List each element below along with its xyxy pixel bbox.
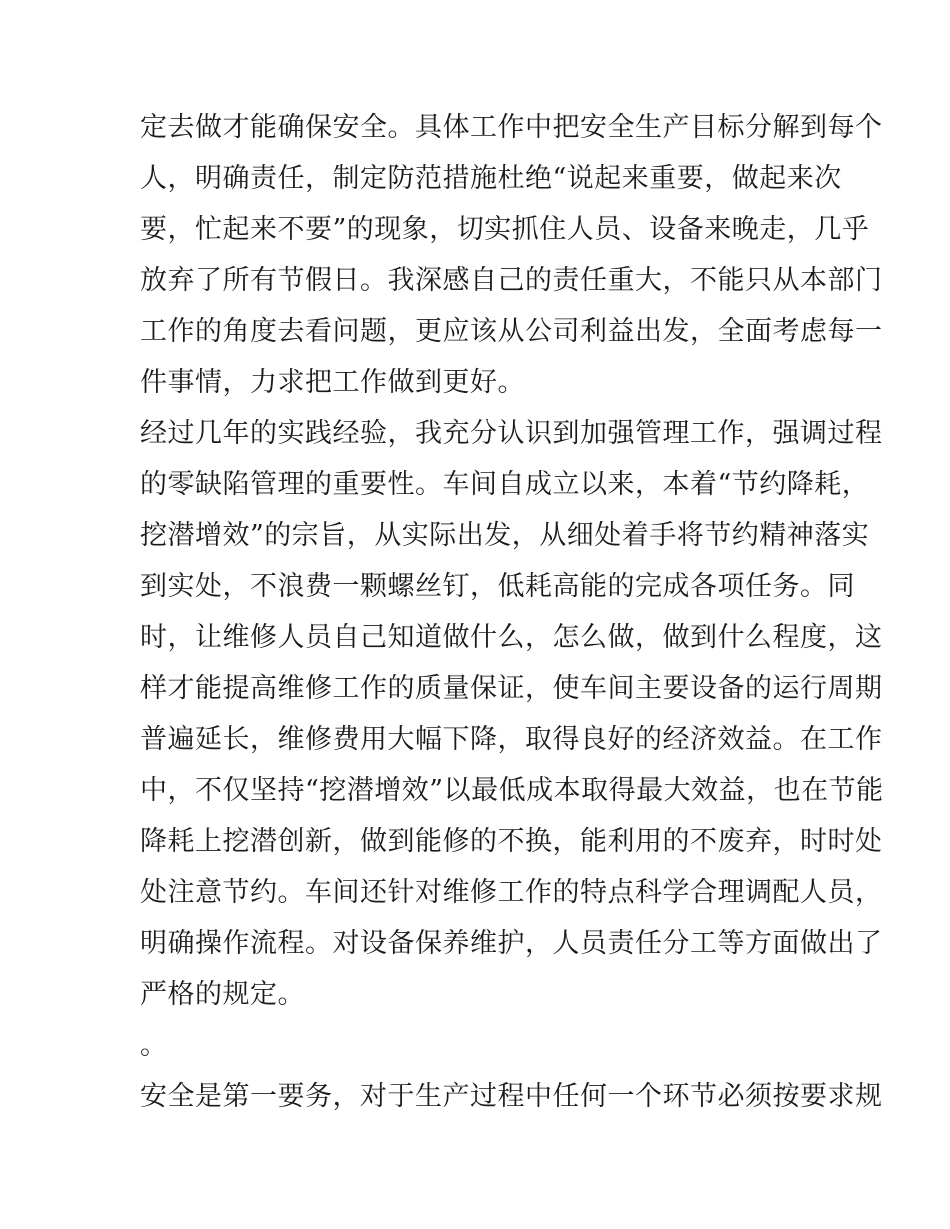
text-line: 定去做才能确保安全。具体工作中把安全生产目标分解到每个 — [140, 112, 883, 143]
text-line: 安全是第一要务，对于生产过程中任何一个环节必须按要求规 — [140, 1081, 883, 1112]
text-line: 严格的规定。 — [140, 979, 305, 1010]
text-line: 工作的角度去看问题，更应该从公司利益出发，全面考虑每一 — [140, 316, 883, 347]
text-line: 处注意节约。车间还针对维修工作的特点科学合理调配人员， — [140, 877, 883, 908]
text-line: 降耗上挖潜创新，做到能修的不换，能利用的不废弃，时时处 — [140, 826, 883, 857]
text-line: 人，明确责任，制定防范措施杜绝“说起来重要，做起来次 — [140, 163, 842, 194]
text-line: 普遍延长，维修费用大幅下降，取得良好的经济效益。在工作 — [140, 724, 883, 755]
text-line: 明确操作流程。对设备保养维护，人员责任分工等方面做出了 — [140, 928, 883, 959]
text-line: 要，忙起来不要”的现象，切实抓住人员、设备来晚走，几乎 — [140, 214, 870, 245]
text-line: 到实处，不浪费一颗螺丝钉，低耗高能的完成各项任务。同 — [140, 571, 855, 602]
text-line: 时，让维修人员自己知道做什么，怎么做，做到什么程度，这 — [140, 622, 883, 653]
text-line: 经过几年的实践经验，我充分认识到加强管理工作，强调过程 — [140, 418, 883, 449]
text-line: 的零缺陷管理的重要性。车间自成立以来，本着“节约降耗， — [140, 469, 870, 500]
text-line: 放弃了所有节假日。我深感自己的责任重大，不能只从本部门 — [140, 265, 883, 296]
text-line: 样才能提高维修工作的质量保证，使车间主要设备的运行周期 — [140, 673, 883, 704]
text-line: 中，不仅坚持“挖潜增效”以最低成本取得最大效益，也在节能 — [140, 775, 884, 806]
text-line: 。 — [140, 1030, 168, 1061]
text-line: 件事情，力求把工作做到更好。 — [140, 367, 525, 398]
text-line: 挖潜增效”的宗旨，从实际出发，从细处着手将节约精神落实 — [140, 520, 870, 551]
